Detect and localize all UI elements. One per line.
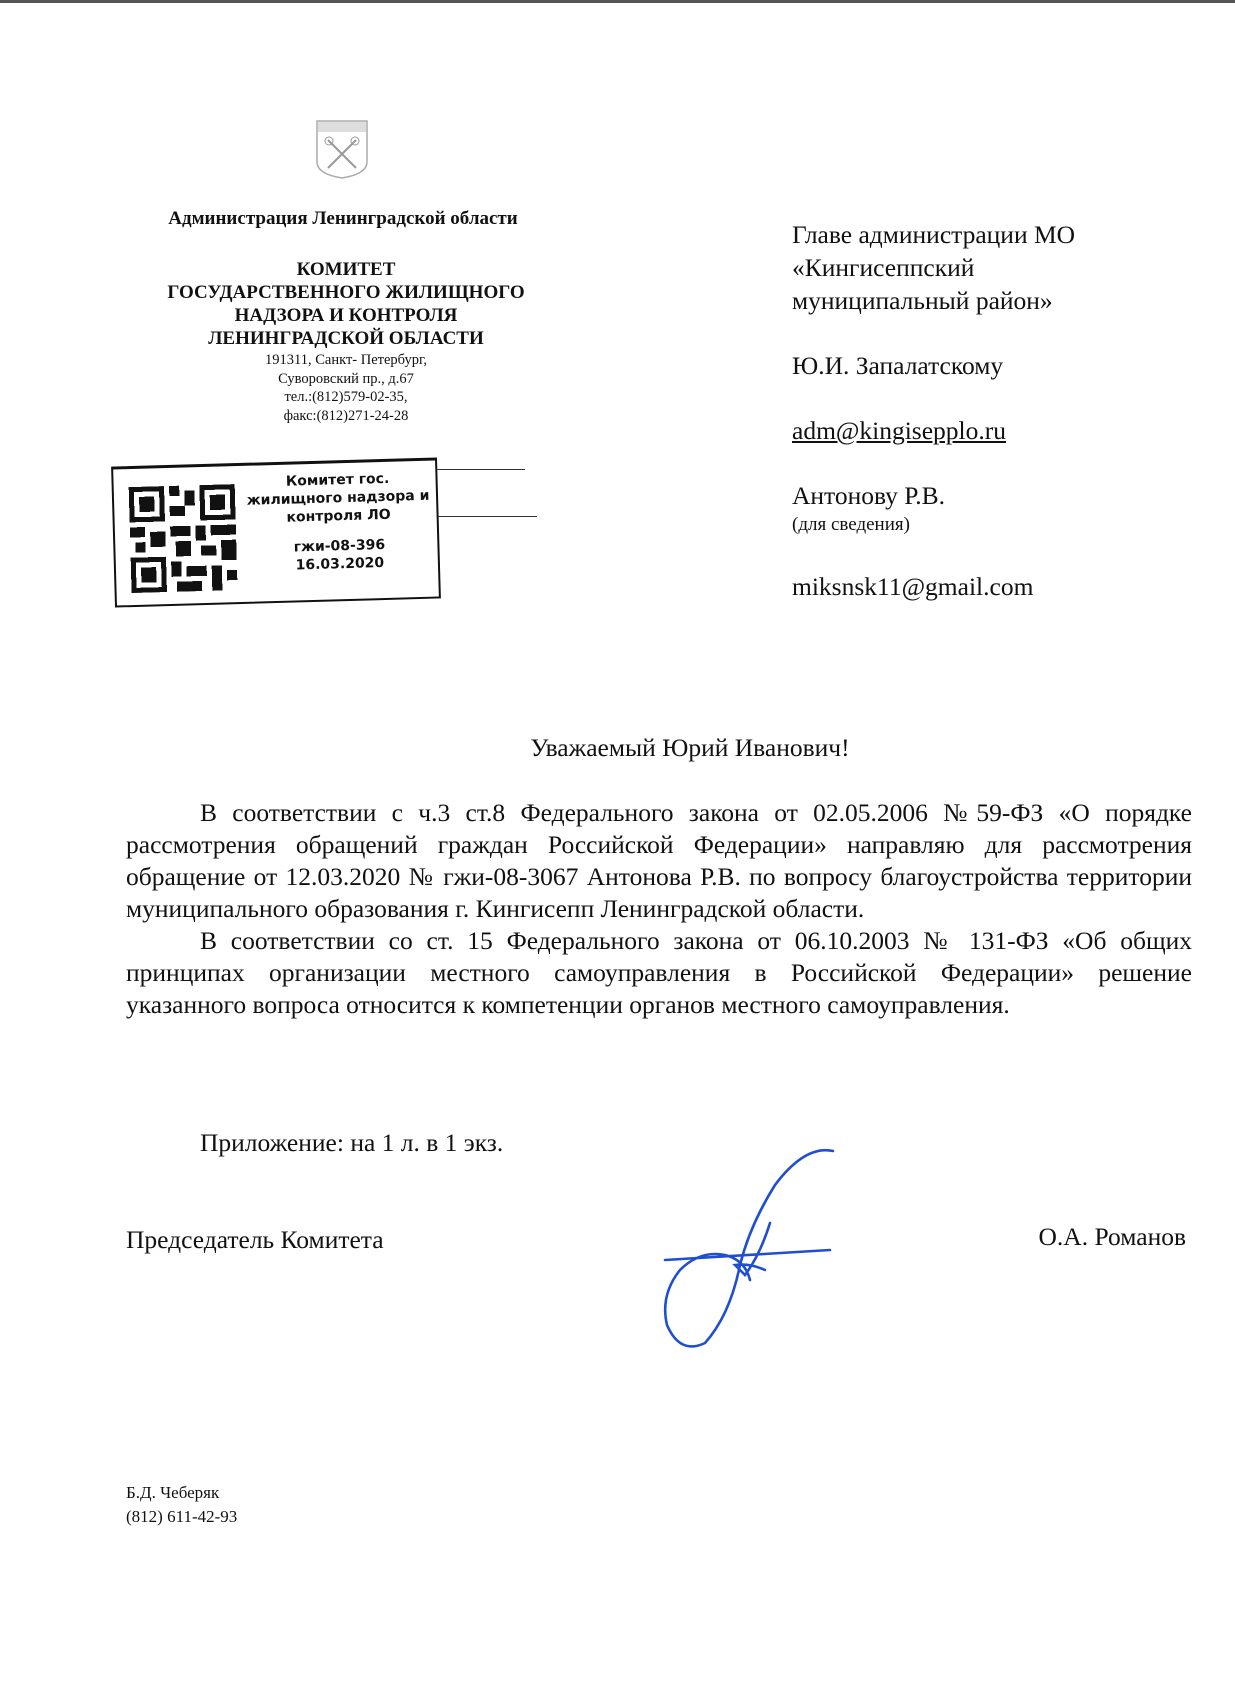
greeting: Уважаемый Юрий Иванович!: [530, 733, 850, 762]
executor-phone: (812) 611-42-93: [126, 1507, 238, 1526]
committee-line: ГОСУДАРСТВЕННОГО ЖИЛИЩНОГО: [167, 282, 525, 303]
committee-name: [113, 258, 579, 350]
recipient-block: [792, 218, 1075, 603]
number-field-line: [435, 516, 537, 517]
stamp-reg-date: 16.03.2020: [295, 554, 385, 574]
address-line: факс:(812)271-24-28: [283, 407, 409, 424]
stamp-reg-number: гжи-08-396: [293, 536, 386, 556]
recipient-title: Главе администрации МО: [792, 220, 1076, 249]
recipient-title: «Кингисеппский: [792, 253, 975, 282]
letter-body: [126, 797, 1192, 1021]
recipient-name: Ю.И. Запалатскому: [792, 351, 1004, 380]
scan-edge: [0, 0, 1235, 3]
copy-recipient-email: miksnsk11@gmail.com: [792, 572, 1034, 601]
recipient-title: муниципальный район»: [792, 286, 1053, 315]
committee-line: НАДЗОРА И КОНТРОЛЯ: [234, 305, 458, 326]
stamp-org-line: контроля ЛО: [286, 506, 391, 526]
signer-name: О.А. Романов: [1038, 1222, 1186, 1251]
stamp-text: [241, 469, 436, 576]
body-paragraph: В соответствии со ст. 15 Федерального закона от 06.10.2003 № 131-ФЗ «Об общих принципах организации местного самоуправления в Российской Федерации» решение указанного вопроса относится к компетенции органов местного самоуправления.: [126, 926, 1192, 1019]
handwritten-signature: [655, 1145, 845, 1350]
administration-name: Администрация Ленинградской области: [168, 208, 518, 229]
address-line: Суворовский пр., д.67: [278, 370, 414, 387]
committee-line: ЛЕНИНГРАДСКОЙ ОБЛАСТИ: [208, 328, 484, 349]
copy-recipient-name: Антонову Р.В.: [792, 481, 946, 510]
date-field-line: [435, 469, 525, 470]
recipient-email-link[interactable]: adm@kingisepplo.ru: [792, 416, 1006, 445]
registration-stamp: [111, 457, 441, 607]
body-paragraph: В соответствии с ч.3 ст.8 Федерального закона от 02.05.2006 №59-ФЗ «О порядке рассмотрения обращений граждан Российской Федерации» направляю для рассмотрения обращение от 12.03.2020 № гжи-08-3067 Антонова Р.В. по вопросу благоустройства территории муниципального образования г. Кингисепп Ленинградской области.: [126, 798, 1192, 923]
copy-note: (для сведения): [792, 514, 910, 535]
committee-line: КОМИТЕТ: [296, 259, 396, 280]
signer-position: Председатель Комитета: [126, 1225, 384, 1254]
address-line: тел.:(812)579-02-35,: [284, 389, 408, 405]
executor-name: Б.Д. Чеберяк: [126, 1483, 220, 1502]
coat-of-arms-icon: [314, 118, 370, 180]
executor-info: [126, 1481, 237, 1529]
address-line: 191311, Санкт- Петербург,: [265, 352, 427, 368]
stamp-org-line: Комитет гос.: [285, 470, 390, 490]
attachment-note: Приложение: на 1 л. в 1 экз.: [200, 1128, 504, 1157]
stamp-org-line: жилищного надзора и: [246, 487, 430, 509]
committee-address: [113, 351, 579, 425]
qr-code-icon: [126, 484, 241, 593]
